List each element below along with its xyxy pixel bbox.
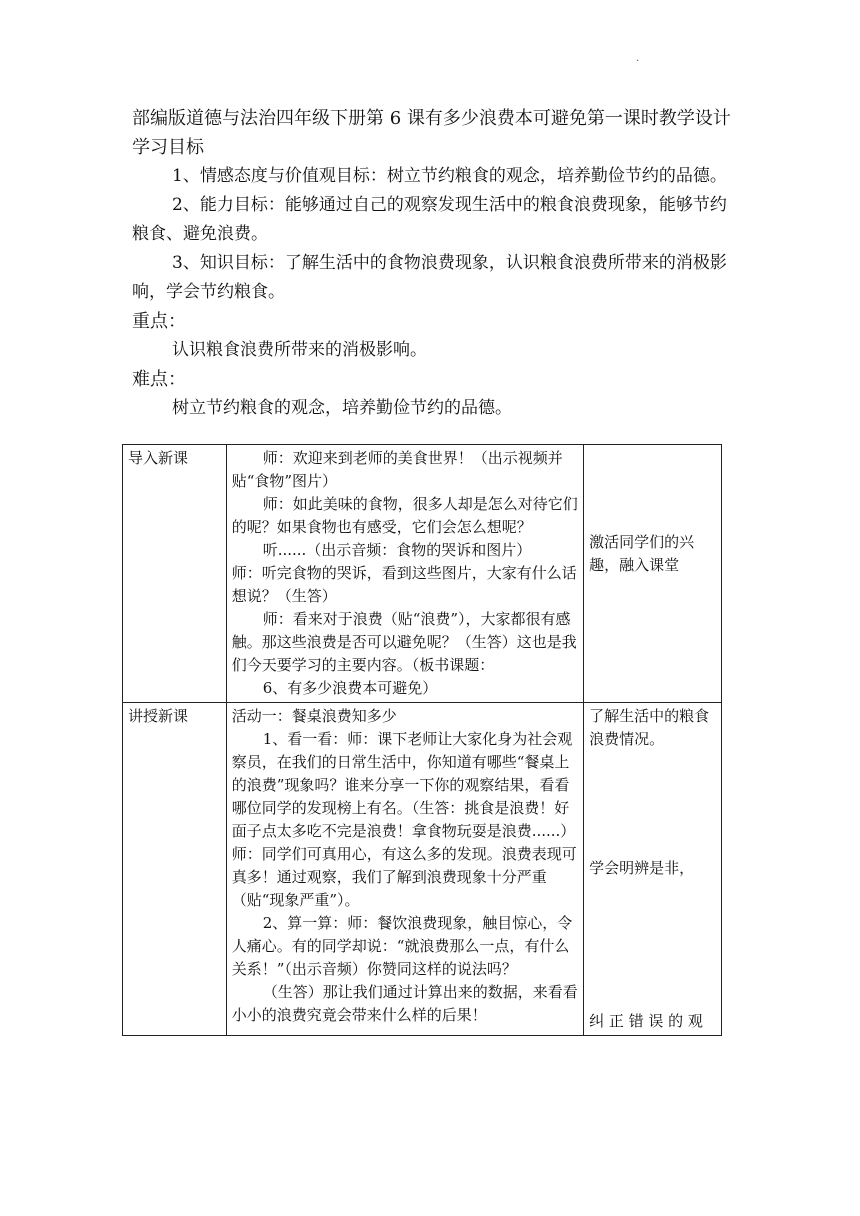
content-paragraph: 师：看来对于浪费（贴“浪费”），大家都很有感触。那这些浪费是否可以避免呢？（生答）这也是我们今天要学习的主要内容。（板书课题： [231, 610, 577, 674]
objective-item: 2、能力目标：能够通过自己的观察发现生活中的粮食浪费现象，能够节约粮食、避免浪费。 [132, 195, 727, 244]
stage-cell: 导入新课 [123, 445, 227, 703]
goal-text: 了解生活中的粮食浪费情况。 [589, 707, 710, 748]
document-title: 部编版道德与法治四年级下册第 6 课有多少浪费本可避免第一课时教学设计 [132, 108, 731, 129]
content-paragraph: 2、算一算：师：餐饮浪费现象，触目惊心，令人痛心。有的同学却说：“就浪费那么一点，有什么关系！”（出示音频）你赞同这样的说法吗？ [231, 914, 573, 978]
content-paragraph: 师：如此美味的食物，很多人却是怎么对待它们的呢？如果食物也有感受，它们会怎么想呢？ [231, 495, 578, 536]
table-row [123, 445, 722, 703]
difficulty-text: 树立节约粮食的观念，培养勤俭节约的品德。 [172, 398, 512, 418]
objectives-heading: 学习目标 [132, 137, 204, 158]
difficulty-heading: 难点： [132, 369, 186, 390]
document-body [132, 104, 732, 423]
goal-text: 纠 正 错 误 的 观 [589, 1012, 703, 1030]
content-paragraph: 活动一：餐桌浪费知多少 [231, 707, 397, 725]
content-cell [226, 703, 583, 1036]
objective-item: 3、知识目标：了解生活中的食物浪费现象，认识粮食浪费所带来的消极影响，学会节约粮食。 [132, 253, 727, 302]
header-mark: · [636, 56, 640, 67]
content-paragraph: 听......（出示音频：食物的哭诉和图片） [262, 541, 532, 559]
goal-text: 激活同学们的兴趣，融入课堂 [589, 533, 695, 574]
lesson-plan-table [122, 444, 722, 1036]
goal-text: 学会明辨是非， [589, 859, 695, 877]
table-row [123, 703, 722, 1036]
key-point-text: 认识粮食浪费所带来的消极影响。 [172, 340, 427, 360]
content-paragraph: 1、看一看：师：课下老师让大家化身为社会观察员，在我们的日常生活中，你知道有哪些“餐桌上的浪费”现象吗？谁来分享一下你的观察结果，看看哪位同学的发现榜上有名。（生答：挑食是浪费！好面子点太多吃不完是浪费！拿食物玩耍是浪费......）师：同学们可真用心，有这么多的发现。浪费表现可真多！通过观察，我们了解到浪费现象十分严重（贴“现象严重”）。 [231, 730, 577, 909]
content-cell [226, 445, 583, 703]
content-paragraph: 师：听完食物的哭诉，看到这些图片，大家有什么话想说？（生答） [231, 564, 577, 605]
goal-cell [584, 703, 722, 1036]
stage-cell: 讲授新课 [123, 703, 227, 1036]
content-paragraph: （生答）那让我们通过计算出来的数据，来看看小小的浪费究竟会带来什么样的后果！ [231, 983, 578, 1024]
goal-cell [584, 445, 722, 703]
key-point-heading: 重点： [132, 311, 186, 332]
objective-item: 1、情感态度与价值观目标：树立节约粮食的观念，培养勤俭节约的品德。 [172, 166, 727, 186]
content-paragraph: 师：欢迎来到老师的美食世界！（出示视频并贴“食物”图片） [231, 449, 563, 490]
content-paragraph: 6、有多少浪费本可避免） [262, 679, 438, 697]
